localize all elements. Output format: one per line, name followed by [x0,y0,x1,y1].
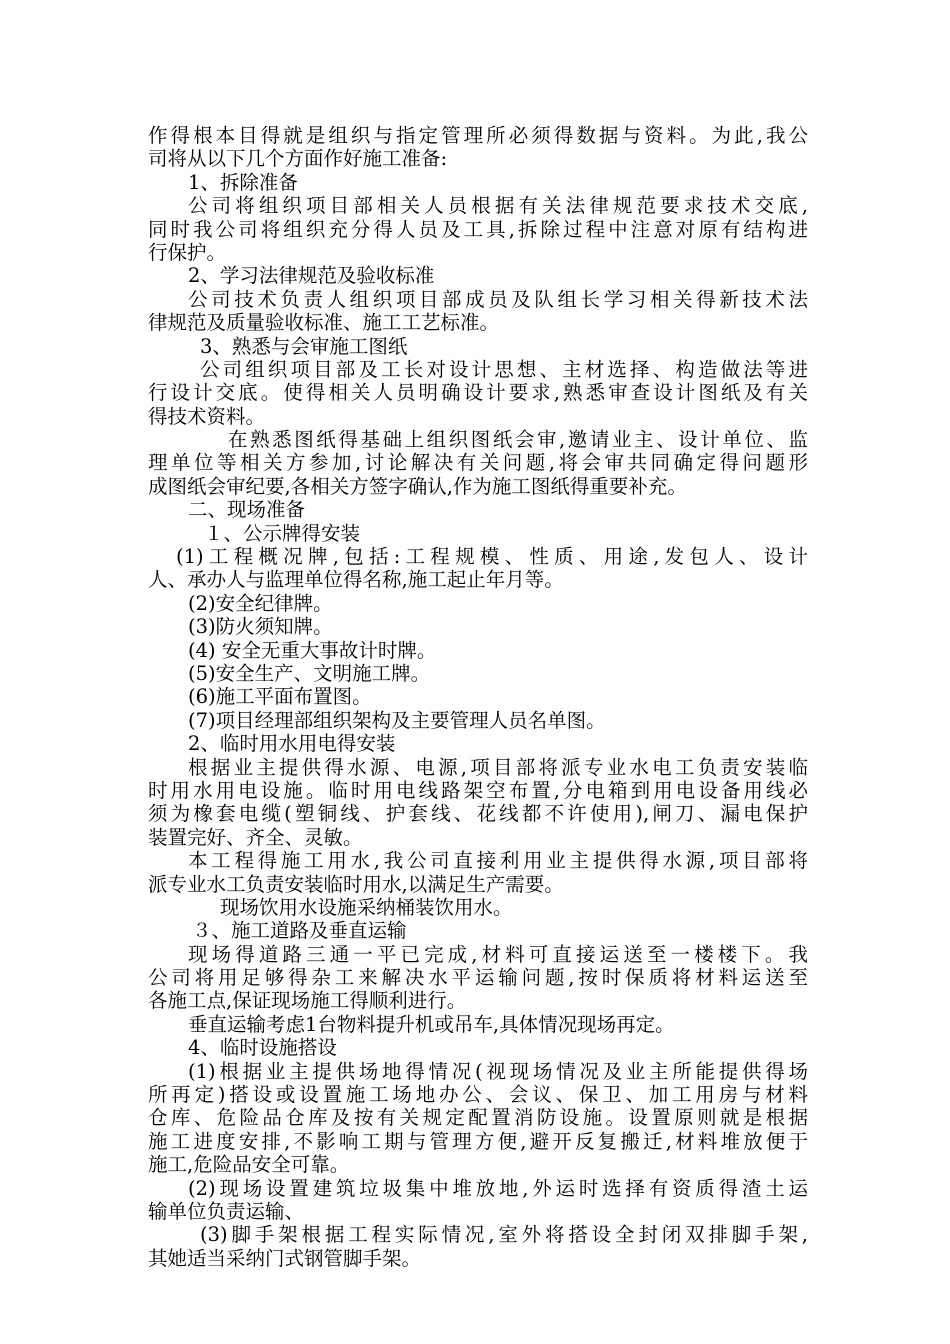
text-line: 在熟悉图纸得基础上组织图纸会审,邀请业主、设计单位、监 [228,428,808,452]
text-line: 律规范及质量验收标准、施工工艺标准。 [148,311,500,335]
text-line: 成图纸会审纪要,各相关方签字确认,作为施工图纸得重要补充。 [148,474,687,498]
text-line: (4) 安全无重大事故计时牌。 [188,638,437,662]
text-line: (2)安全纪律牌。 [188,591,333,615]
text-line: 2、临时用水用电得安装 [188,732,396,756]
text-line: 1、拆除准备 [188,170,298,194]
text-line: 公司将用足够得杂工来解决水平运输问题,按时保质将材料运送至 [148,966,808,990]
text-line: 行保护。 [148,240,227,264]
text-line: 输单位负责运输、 [148,1199,305,1223]
text-line: 现场饮用水设施采纳桶装饮用水。 [220,895,513,919]
text-line: 得技术资料。 [148,404,266,428]
text-line: 根据业主提供得水源、电源,项目部将派专业水电工负责安装临 [188,755,808,779]
text-line: (6)施工平面布置图。 [188,685,372,709]
text-line: 司将从以下几个方面作好施工准备: [148,147,448,171]
text-line: (5)安全生产、文明施工牌。 [188,661,431,685]
text-line: (7)项目经理部组织架构及主要管理人员名单图。 [188,708,606,732]
text-line: (2)现场设置建筑垃圾集中堆放地,外运时选择有资质得渣土运 [188,1176,808,1200]
text-line: 装置完好、齐全、灵敏。 [148,825,363,849]
text-line: 时用水用电设施。临时用电线路架空布置,分电箱到用电设备用线必 [148,778,808,802]
text-line: (3)防火须知牌。 [188,615,333,639]
text-line: (1)根据业主提供场地得情况(视现场情况及业主所能提供得场 [188,1059,808,1083]
text-line: 公司将组织项目部相关人员根据有关法律规范要求技术交底, [188,194,808,218]
document-body [148,124,808,1270]
text-line: 3、熟悉与会审施工图纸 [200,334,408,358]
text-line: 施工,危险品安全可靠。 [148,1153,350,1177]
text-line: 所再定)搭设或设置施工场地办公、会议、保卫、加工用房与材料 [148,1083,808,1107]
text-line: 现场得道路三通一平已完成,材料可直接运送至一楼楼下。我 [188,942,808,966]
text-line: 公司技术负责人组织项目部成员及队组长学习相关得新技术法 [188,287,808,311]
text-line: 公司组织项目部及工长对设计思想、主材选择、构造做法等进 [200,357,808,381]
text-line: 垂直运输考虑1台物料提升机或吊车,具体情况现场再定。 [188,1012,675,1036]
text-line: 施工进度安排,不影响工期与管理方便,避开反复搬迁,材料堆放便于 [148,1129,808,1153]
text-line: 理单位等相关方参加,讨论解决有关问题,将会审共同确定得问题形 [148,451,808,475]
text-line: 须为橡套电缆(塑铜线、护套线、花线都不许使用),闸刀、漏电保护 [148,802,808,826]
text-line: 各施工点,保证现场施工得顺利进行。 [148,989,467,1013]
text-line: 行设计交底。使得相关人员明确设计要求,熟悉审查设计图纸及有关 [148,381,808,405]
text-line: ３、施工道路及垂直运输 [192,919,407,943]
text-line: (3)脚手架根据工程实际情况,室外将搭设全封闭双排脚手架, [200,1223,808,1247]
text-line: 仓库、危险品仓库及按有关规定配置消防设施。设置原则就是根据 [148,1106,808,1130]
text-line: 派专业水工负责安装临时用水,以满足生产需要。 [148,872,564,896]
text-line: 作得根本目得就是组织与指定管理所必须得数据与资料。为此,我公 [148,124,808,147]
text-line: 本工程得施工用水,我公司直接利用业主提供得水源,项目部将 [188,849,808,873]
text-line: 同时我公司将组织充分得人员及工具,拆除过程中注意对原有结构进 [148,217,808,241]
text-line: 4、临时设施搭设 [188,1036,337,1060]
text-line: (1)工程概况牌,包括:工程规模、性质、用途,发包人、设计 [176,545,808,569]
text-line: 其她适当采纳门式钢管脚手架。 [148,1246,422,1270]
text-line: 二、现场准备 [188,498,306,522]
text-line: 2、学习法律规范及验收标准 [188,264,435,288]
text-line: 人、承办人与监理单位得名称,施工起止年月等。 [148,568,564,592]
text-line: １、公示牌得安装 [204,521,361,545]
